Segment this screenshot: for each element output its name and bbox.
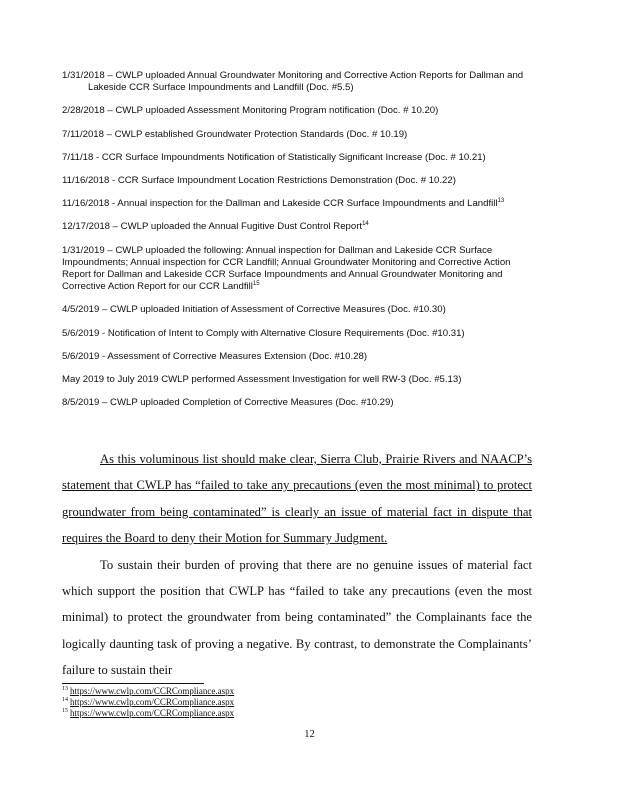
footnote-link[interactable]: https://www.cwlp.com/CCRCompliance.aspx [70,686,235,696]
footnote-link[interactable]: https://www.cwlp.com/CCRCompliance.aspx [70,697,235,707]
list-item: 5/6/2019 - Assessment of Corrective Measures Extension (Doc. #10.28) [62,350,368,362]
list-item: 2/28/2018 – CWLP uploaded Assessment Monitoring Program notification (Doc. # 10.20) [62,105,439,117]
list-item: 1/31/2019 – CWLP uploaded the following: Annual inspection for Dallman and Lakeside CCR Surface Impoundments; Annual inspection for CCR Landfill; Annual Groundwater Monitoring and Corrective Action Report for Dallman and Lakeside CCR Surface Impoundments and Annual Groundwater Monitoring and Corrective Action Report for our CCR Landfill$^{15}$ [62,244,511,293]
page-number: 12 [304,729,315,740]
list-item: 7/11/2018 – CWLP established Groundwater Protection Standards (Doc. # 10.19) [62,128,408,140]
footnote: $^{14}$ https://www.cwlp.com/CCRCompliance.aspx [62,697,235,707]
footnote: $^{13}$ https://www.cwlp.com/CCRCompliance.aspx [62,686,235,696]
list-item: 12/17/2018 – CWLP uploaded the Annual Fugitive Dust Control Report$^{14}$ [62,221,369,233]
footnote-ref: 13 [497,198,505,205]
list-item: 8/5/2019 – CWLP uploaded Completion of Corrective Measures (Doc. #10.29) [62,397,394,409]
list-item: May 2019 to July 2019 CWLP performed Assessment Investigation for well RW-3 (Doc. #5.13) [62,374,462,386]
chronology-list [62,70,532,420]
footnote: $^{15}$ https://www.cwlp.com/CCRCompliance.aspx [62,708,235,718]
list-item: 4/5/2019 – CWLP uploaded Initiation of Assessment of Corrective Measures (Doc. #10.30) [62,304,446,316]
footnote-link[interactable]: https://www.cwlp.com/CCRCompliance.aspx [70,708,235,718]
footnotes [62,686,234,719]
list-item: 11/16/2018 - Annual inspection for the Dallman and Lakeside CCR Surface Impoundments and Landfill$^{13}$ [62,198,505,210]
body-text [62,446,532,684]
paragraph-conclusion: As this voluminous list should make clear, Sierra Club, Prairie Rivers and NAACP’s statement that CWLP has “failed to take any precautions (even the most minimal) to protect groundwater from being contaminated” is clearly an issue of material fact in dispute that requires the Board to deny their Motion for Summary Judgment. [62,452,532,546]
list-item: 5/6/2019 - Notification of Intent to Comply with Alternative Closure Requirements (Doc. #10.31) [62,327,465,339]
footnote-ref: 14 [362,221,369,228]
list-item: 11/16/2018 - CCR Surface Impoundment Location Restrictions Demonstration (Doc. # 10.22) [62,175,456,187]
list-item: 1/31/2018 – CWLP uploaded Annual Groundwater Monitoring and Corrective Action Reports for Dallman and Lakeside CCR Surface Impoundments and Landfill (Doc. #5.5) [62,70,524,94]
paragraph-burden: To sustain their burden of proving that there are no genuine issues of material fact which support the position that CWLP has “failed to take any precautions (even the most minimal) to protect the groundwater from being contaminated” the Complainants face the logically daunting task of proving a negative. By contrast, to demonstrate the Complainants’ failure to sustain their [62,557,532,678]
list-item: 7/11/18 - CCR Surface Impoundments Notification of Statistically Significant Increase (Doc. # 10.21) [62,151,486,163]
footnote-divider [62,683,204,684]
footnote-ref: 15 [252,281,260,288]
